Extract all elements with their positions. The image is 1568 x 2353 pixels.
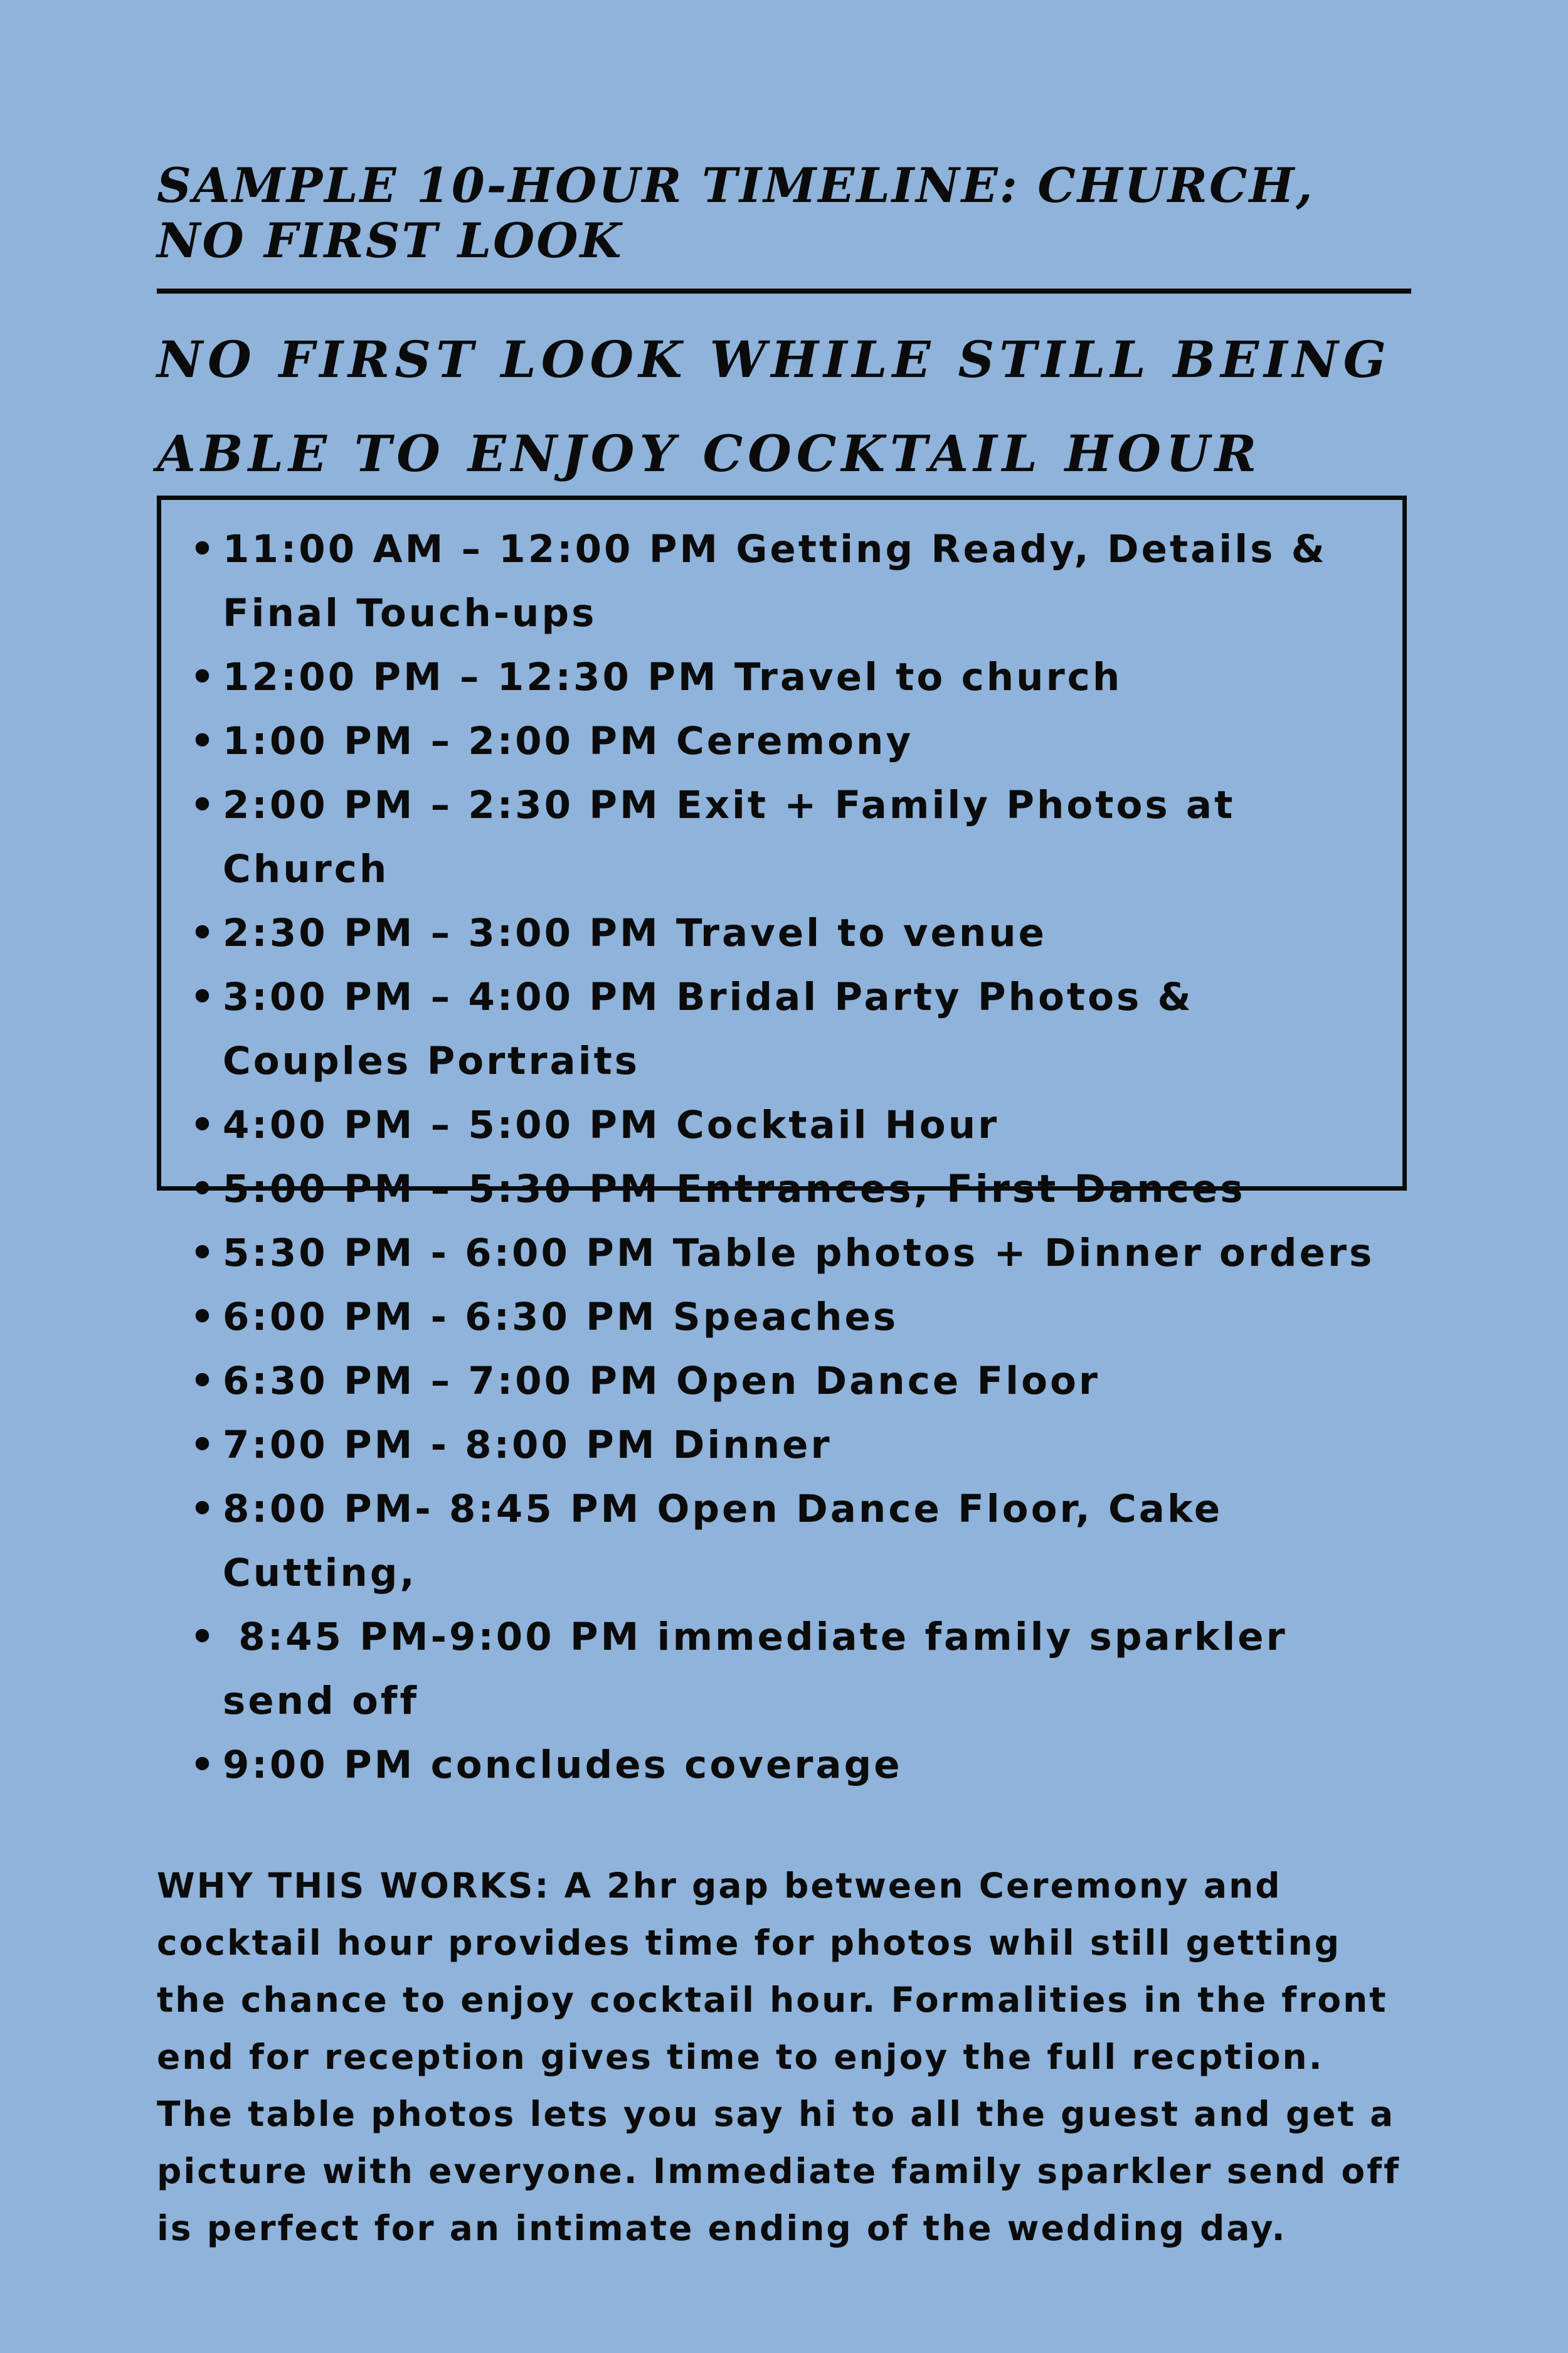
timeline-item <box>161 965 1402 1093</box>
timeline-item-text: 12:00 PM – 12:30 PM Travel to church <box>223 655 1123 699</box>
timeline-item-text: 6:00 PM - 6:30 PM Speaches <box>223 1295 899 1339</box>
timeline-item-text: 7:00 PM - 8:00 PM Dinner <box>223 1423 832 1467</box>
timeline-item-text: 8:45 PM-9:00 PM immediate family sparkler send off <box>223 1615 1303 1723</box>
timeline-item-text: 2:00 PM – 2:30 PM Exit + Family Photos at Church <box>223 783 1251 891</box>
bullet-icon: • <box>190 1615 217 1659</box>
timeline-document <box>157 0 1411 2353</box>
timeline-item <box>161 1093 1402 1157</box>
timeline-item-text: 2:30 PM – 3:00 PM Travel to venue <box>223 911 1047 955</box>
timeline-item <box>161 645 1402 709</box>
timeline-item-text: 5:30 PM - 6:00 PM Table photos + Dinner orders <box>223 1231 1375 1275</box>
timeline-item <box>161 1733 1402 1797</box>
timeline-item-text: 9:00 PM concludes coverage <box>223 1743 903 1787</box>
bullet-icon: • <box>190 911 217 955</box>
why-this-works-paragraph: WHY THIS WORKS: A 2hr gap between Ceremony and cocktail hour provides time for photos whil still getting the chance to enjoy cocktail hour. Formalities in the front end for reception gives time to enjoy the full recption. The table photos lets you say hi to all the guest and get a picture with everyone. Immediate family sparkler send off is perfect for an intimate ending of the wedding day. <box>157 1866 1401 2248</box>
timeline-item-text: 3:00 PM – 4:00 PM Bridal Party Photos & Couples Portraits <box>223 975 1209 1083</box>
document-title: SAMPLE 10-HOUR TIMELINE: CHURCH, NO FIRST LOOK <box>157 157 1315 268</box>
timeline-item <box>161 1477 1402 1605</box>
timeline-item-text: 6:30 PM – 7:00 PM Open Dance Floor <box>223 1359 1100 1403</box>
timeline-item <box>161 709 1402 773</box>
timeline-item <box>161 901 1402 965</box>
timeline-item-text: 8:00 PM- 8:45 PM Open Dance Floor, Cake Cutting, <box>223 1487 1239 1595</box>
bullet-icon: • <box>190 1231 217 1275</box>
bullet-icon: • <box>190 1295 217 1339</box>
bullet-icon: • <box>190 1359 217 1403</box>
bullet-icon: • <box>190 783 217 827</box>
timeline-list <box>161 500 1402 1797</box>
timeline-item-text: 4:00 PM – 5:00 PM Cocktail Hour <box>223 1103 1000 1147</box>
timeline-item <box>161 1413 1402 1477</box>
timeline-item <box>161 1605 1402 1733</box>
document-subtitle: NO FIRST LOOK WHILE STILL BEING ABLE TO ENJOY COCKTAIL HOUR <box>157 330 1391 483</box>
bullet-icon: • <box>190 719 217 763</box>
bullet-icon: • <box>190 1487 217 1531</box>
timeline-box <box>157 496 1407 1787</box>
bullet-icon: • <box>190 1103 217 1147</box>
bullet-icon: • <box>190 1423 217 1467</box>
timeline-item <box>161 1285 1402 1349</box>
timeline-item-text: 11:00 AM – 12:00 PM Getting Ready, Details & Final Touch-ups <box>223 527 1343 635</box>
bullet-icon: • <box>190 527 217 571</box>
timeline-item-text: 5:00 PM – 5:30 PM Entrances, First Dances <box>223 1167 1246 1211</box>
bullet-icon: • <box>190 1167 217 1211</box>
timeline-item-text: 1:00 PM – 2:00 PM Ceremony <box>223 719 914 763</box>
timeline-item <box>161 1221 1402 1285</box>
timeline-item <box>161 1157 1402 1221</box>
timeline-item <box>161 1349 1402 1413</box>
timeline-item <box>161 773 1402 901</box>
timeline-item <box>161 518 1402 645</box>
title-divider <box>157 289 1411 294</box>
bullet-icon: • <box>190 975 217 1019</box>
bullet-icon: • <box>190 655 217 699</box>
bullet-icon: • <box>190 1743 217 1787</box>
